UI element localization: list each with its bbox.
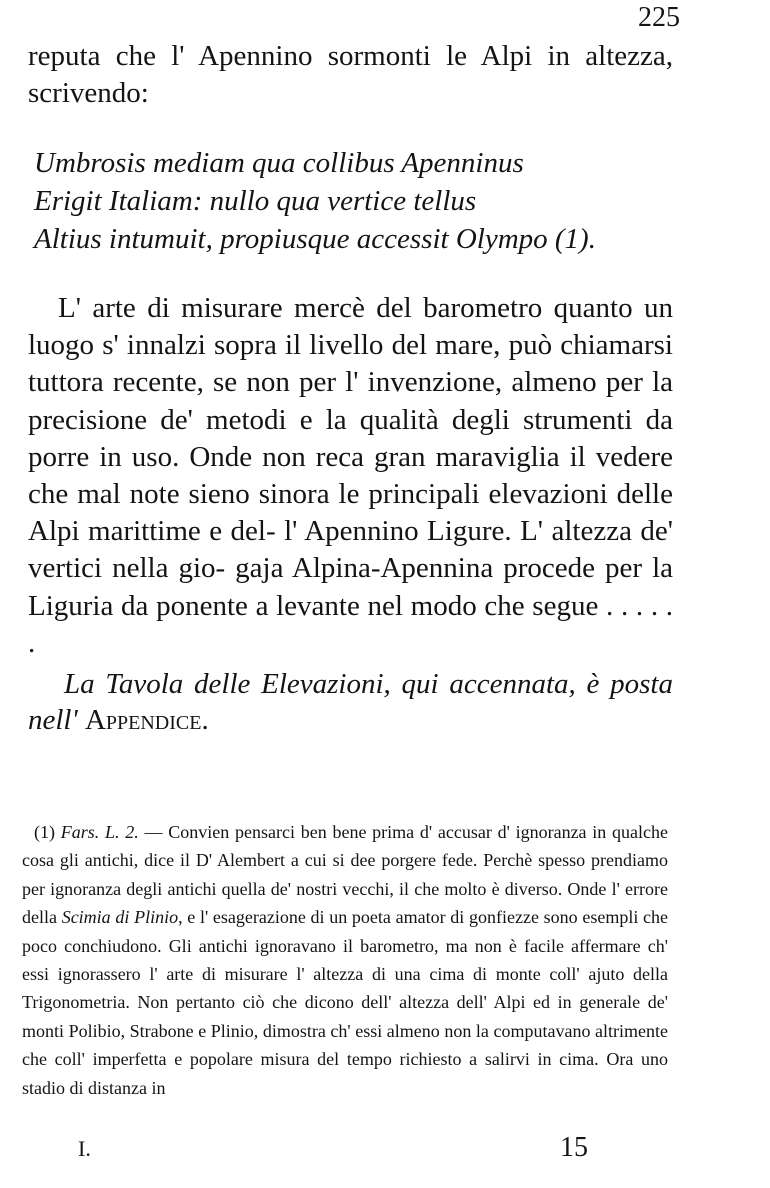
- footnote-text-a: — Convien pensarci ben bene prima d' accusar d' ignoranza in qualche cosa gli antichi, dice il D' Alembert a cui si dee porgere fede. Perchè spesso prendiamo per ignoranza degli antichi quella de' nostri vecchi, il che molto è diverso. Onde l' errore della: [22, 822, 669, 928]
- footnote-reference: Fars. L. 2.: [60, 822, 139, 842]
- verse-line: Erigit Italiam: nullo qua vertice tellus: [34, 185, 477, 217]
- page-number: 225: [638, 2, 680, 33]
- footnote-text-b: , e l' esagerazione di un poeta amator di gonfiezze sono esempli che poco conchiudono. Gli antichi ignoravano il barometro, ma non è facile affermare ch' essi ignorassero l' arte di misurare l' altezza di una cima di monte coll' ajuto della Trigonometria. Non pertanto ciò che dicono dell' altezza dell' Alpi ed in generale de' monti Polibio, Strabone e Plinio, dimostra ch' essi almeno non la computavano altrimente che coll' imperfetta e popolare misura del tempo richiesto a salirvi in cima. Ora uno stadio di distanza in: [22, 907, 669, 1098]
- footnote-italic: Scimia di Plinio: [61, 907, 179, 928]
- appendix-note-italic: La Tavola delle Elevazioni, qui accennata, è posta nell': [28, 668, 673, 736]
- footnote-marker: (1): [34, 822, 55, 842]
- appendix-note: [28, 666, 673, 738]
- verse-line: Altius intumuit, propiusque accessit Olympo (1).: [34, 223, 596, 255]
- verse-line: Umbrosis mediam qua collibus Apenninus: [34, 147, 524, 179]
- intro-paragraph: reputa che l' Apennino sormonti le Alpi in altezza, scrivendo:: [28, 40, 673, 109]
- latin-verse: [34, 144, 674, 258]
- signature-number: 15: [560, 1132, 588, 1163]
- appendix-note-smallcaps: Appendice.: [84, 704, 209, 736]
- main-paragraph: L' arte di misurare mercè del barometro quanto un luogo s' innalzi sopra il livello del mare, può chiamarsi tuttora recente, se non per l' invenzione, almeno per la precisione de' metodi e la qualità degli strumenti da porre in uso. Onde non reca gran maraviglia il vedere che mal note sieno sinora le principali elevazioni delle Alpi marittime e del- l' Apennino Ligure. L' altezza de' vertici nella gio- gaja Alpina-Apennina procede per la Liguria da ponente a levante nel modo che segue . . . . . .: [28, 292, 673, 659]
- footnote: [22, 818, 668, 1102]
- signature-mark: I.: [78, 1136, 91, 1161]
